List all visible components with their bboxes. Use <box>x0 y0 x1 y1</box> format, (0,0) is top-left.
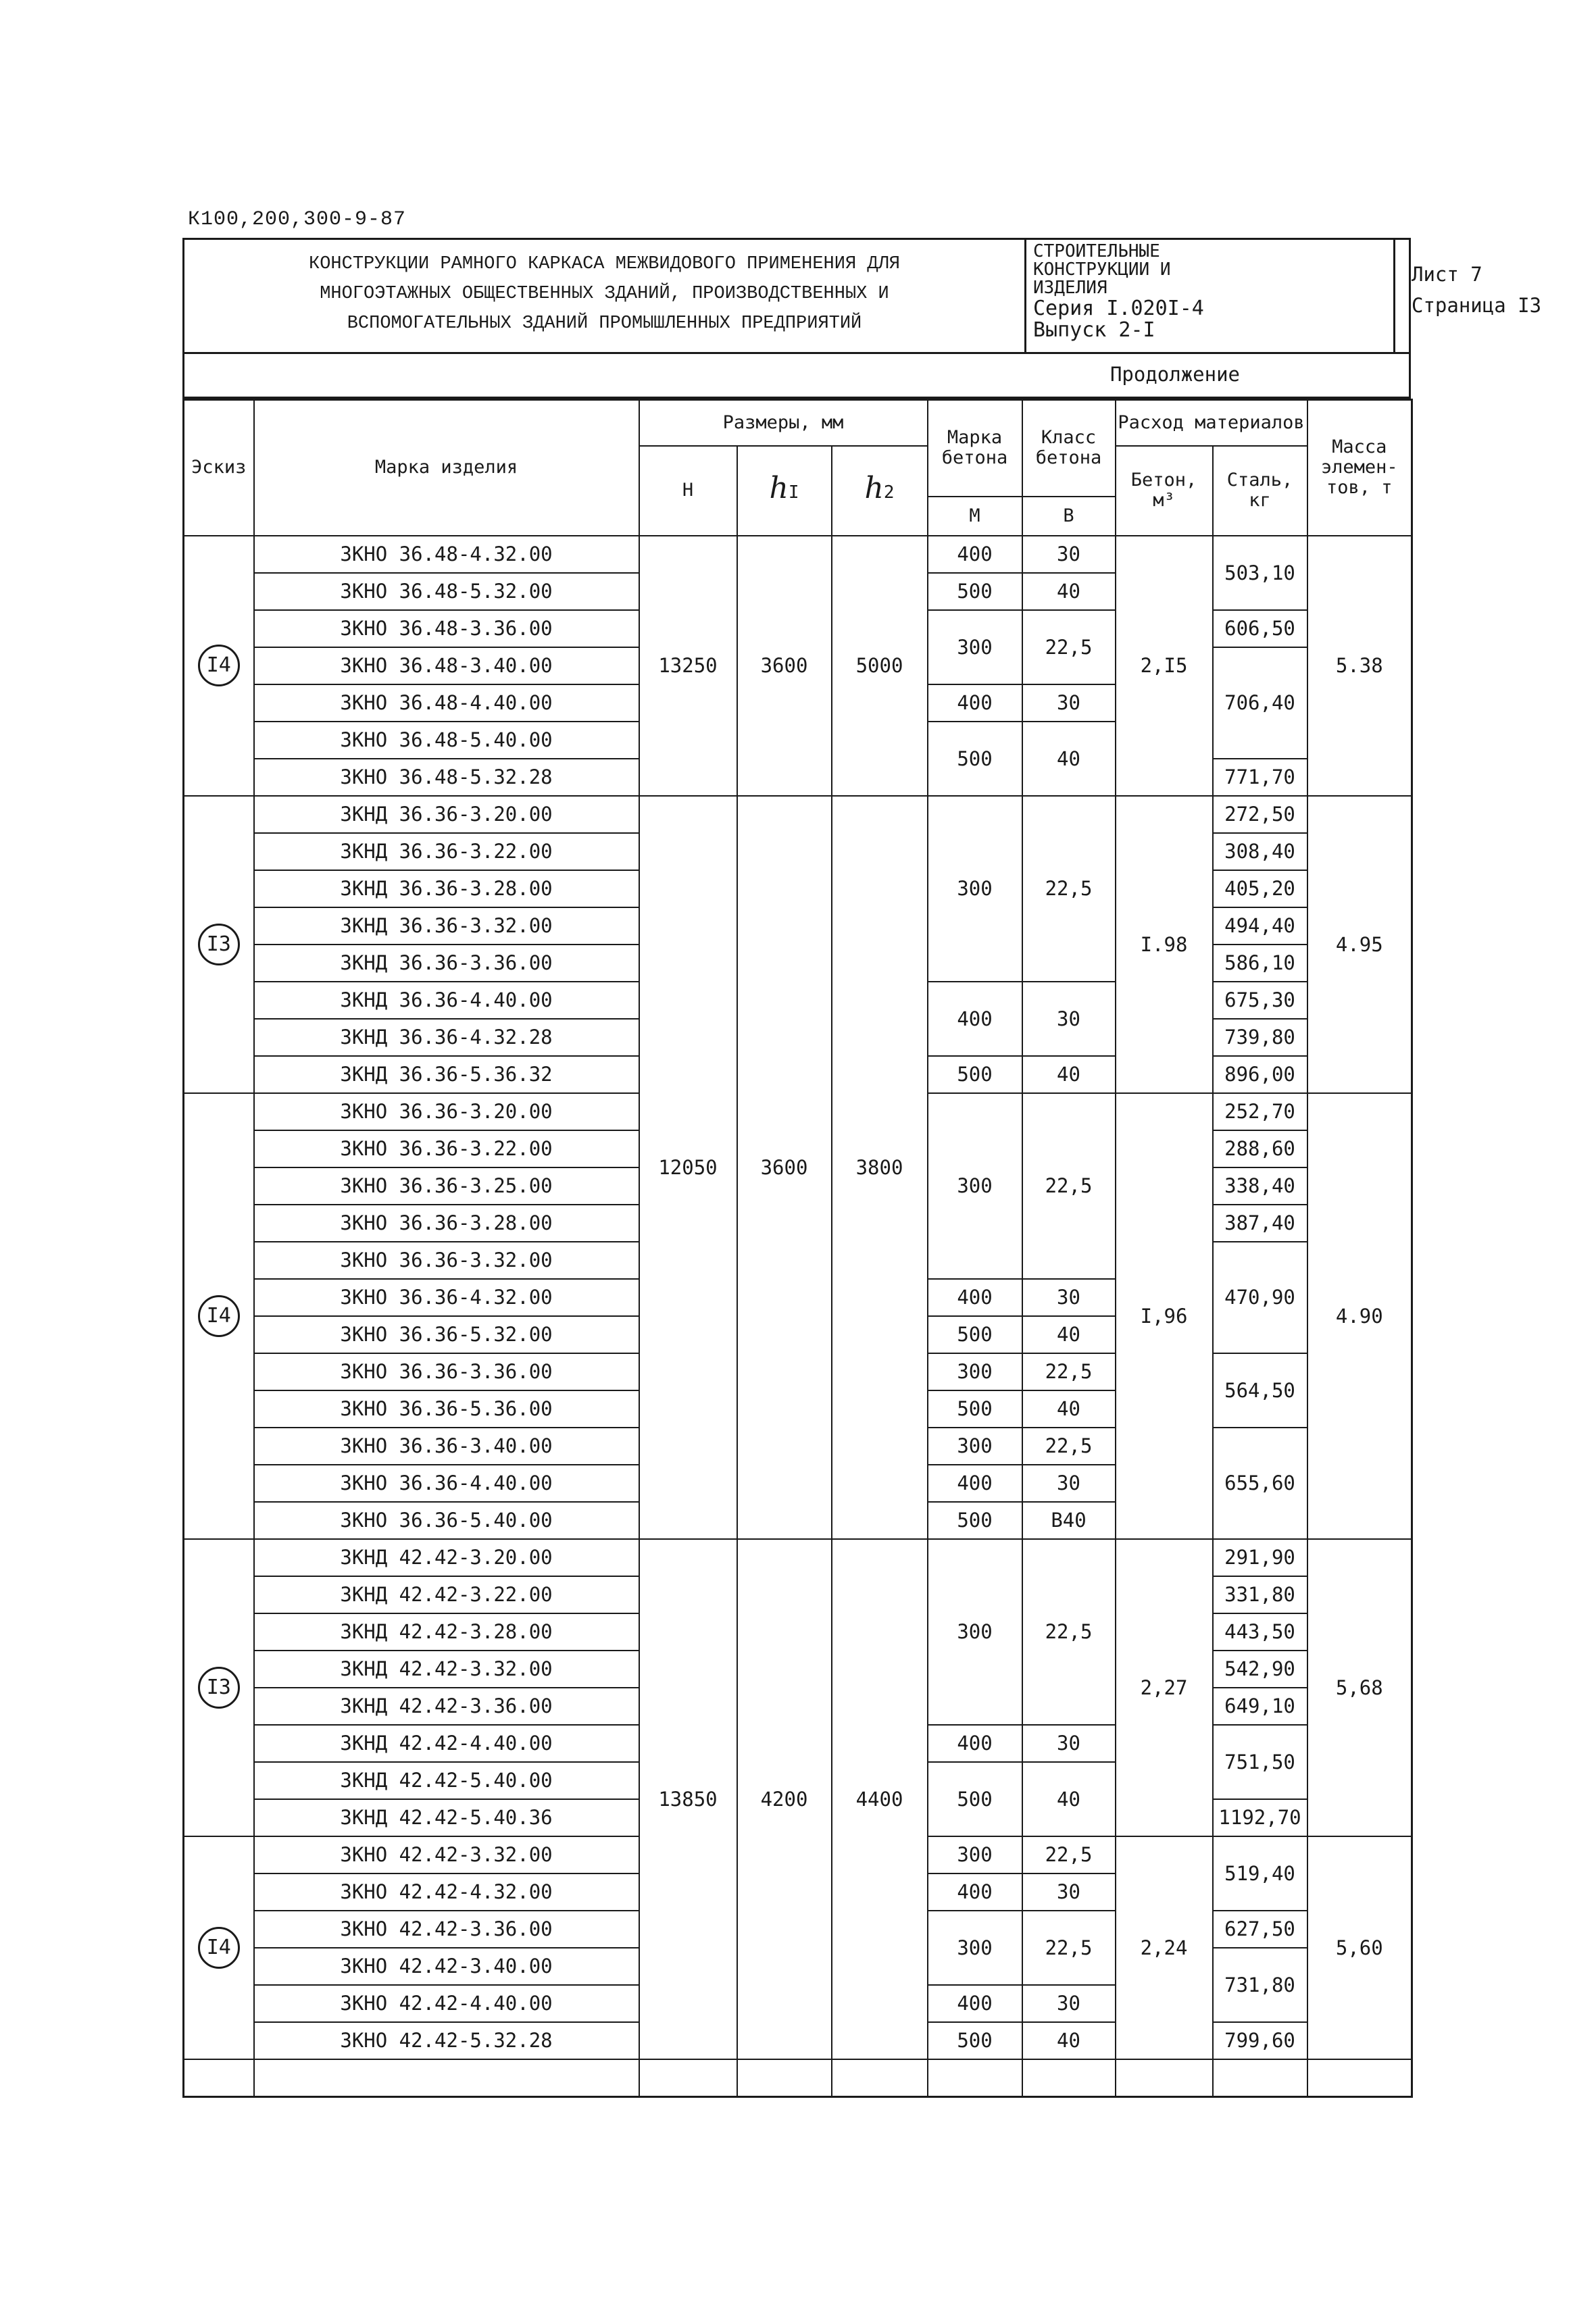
h2-cell: 3800 <box>832 796 928 1539</box>
concrete-grade-cell: 300 <box>928 796 1022 982</box>
concrete-grade-cell: 500 <box>928 1390 1022 1428</box>
mark-cell: ЗКНД 42.42-4.40.00 <box>254 1725 639 1762</box>
steel-cell: 1192,70 <box>1213 1799 1307 1836</box>
mark-cell: ЗКНО 36.36-5.36.00 <box>254 1390 639 1428</box>
concrete-class-cell: 30 <box>1022 1985 1116 2022</box>
concrete-grade-cell: 300 <box>928 610 1022 684</box>
empty-cell <box>1307 2059 1412 2097</box>
steel-cell: 606,50 <box>1213 610 1307 647</box>
steel-cell: 799,60 <box>1213 2022 1307 2059</box>
concrete-class-cell: 30 <box>1022 1873 1116 1911</box>
concrete-class-cell: 30 <box>1022 982 1116 1056</box>
col-h2 <box>832 446 928 536</box>
empty-cell <box>737 2059 832 2097</box>
mark-cell: ЗКНД 36.36-3.32.00 <box>254 907 639 945</box>
mark-cell: ЗКНО 36.36-5.40.00 <box>254 1502 639 1539</box>
concrete-grade-cell: 400 <box>928 1465 1022 1502</box>
concrete-class-cell: 22,5 <box>1022 1539 1116 1725</box>
steel-cell: 751,50 <box>1213 1725 1307 1799</box>
empty-cell <box>639 2059 737 2097</box>
sketch-cell <box>184 1093 254 1539</box>
table-row <box>184 1539 1412 1576</box>
mark-cell: ЗКНО 36.48-4.40.00 <box>254 684 639 722</box>
concrete-volume-cell: I.98 <box>1116 796 1213 1093</box>
mark-cell: ЗКНД 42.42-3.22.00 <box>254 1576 639 1613</box>
page-number: Страница I3 <box>1412 294 1542 317</box>
concrete-volume-cell: I,96 <box>1116 1093 1213 1539</box>
concrete-grade-cell: 400 <box>928 1873 1022 1911</box>
concrete-class-cell: 40 <box>1022 1316 1116 1353</box>
col-concrete-class-unit: В <box>1022 497 1116 536</box>
h2-subscript: 2 <box>883 482 895 503</box>
series-line: СТРОИТЕЛЬНЫЕ <box>1033 241 1160 261</box>
concrete-class-cell: 30 <box>1022 1725 1116 1762</box>
mark-cell: ЗКНО 36.48-3.40.00 <box>254 647 639 684</box>
concrete-class-cell: 40 <box>1022 1762 1116 1836</box>
series-line: ИЗДЕЛИЯ <box>1033 278 1107 298</box>
steel-cell: 252,70 <box>1213 1093 1307 1130</box>
concrete-class-cell: 22,5 <box>1022 1911 1116 1985</box>
h1-subscript: I <box>788 482 799 503</box>
steel-cell: 739,80 <box>1213 1019 1307 1056</box>
title-line: КОНСТРУКЦИИ РАМНОГО КАРКАСА МЕЖВИДОВОГО ПРИМЕНЕНИЯ ДЛЯ <box>309 254 900 274</box>
h1-cell: 4200 <box>737 1539 832 2059</box>
empty-cell <box>1116 2059 1213 2097</box>
concrete-class-cell: 22,5 <box>1022 1353 1116 1390</box>
steel-cell: 675,30 <box>1213 982 1307 1019</box>
steel-cell: 586,10 <box>1213 945 1307 982</box>
h2-symbol: h <box>864 471 884 505</box>
steel-cell: 443,50 <box>1213 1613 1307 1651</box>
concrete-volume-cell: 2,I5 <box>1116 536 1213 796</box>
col-mark: Марка изделия <box>254 400 639 536</box>
concrete-grade-cell: 300 <box>928 1911 1022 1985</box>
col-consumption: Расход материалов <box>1116 400 1307 446</box>
document-title <box>184 240 1026 352</box>
series-line: Выпуск 2-I <box>1033 318 1155 342</box>
mark-cell: ЗКНО 36.48-5.32.00 <box>254 573 639 610</box>
steel-cell: 655,60 <box>1213 1428 1307 1539</box>
mark-cell: ЗКНД 36.36-3.20.00 <box>254 796 639 833</box>
mark-cell: ЗКНО 36.48-3.36.00 <box>254 610 639 647</box>
h1-symbol: h <box>769 471 789 505</box>
mark-cell: ЗКНО 42.42-3.32.00 <box>254 1836 639 1873</box>
mark-cell: ЗКНО 42.42-5.32.28 <box>254 2022 639 2059</box>
mark-cell: ЗКНД 42.42-3.28.00 <box>254 1613 639 1651</box>
concrete-class-cell: 30 <box>1022 536 1116 573</box>
sketch-number: I4 <box>198 645 240 686</box>
col-concrete-class: Класс бетона <box>1022 400 1116 497</box>
mark-cell: ЗКНО 36.48-5.32.28 <box>254 759 639 796</box>
mark-cell: ЗКНО 36.48-5.40.00 <box>254 722 639 759</box>
sketch-cell <box>184 1836 254 2059</box>
continuation-label: Продолжение <box>182 354 1411 399</box>
series-line: Серия I.020I-4 <box>1033 297 1204 320</box>
mass-cell: 5,68 <box>1307 1539 1412 1836</box>
mark-cell: ЗКНО 36.36-3.25.00 <box>254 1167 639 1205</box>
mark-cell: ЗКНО 36.36-3.32.00 <box>254 1242 639 1279</box>
mark-cell: ЗКНД 36.36-5.36.32 <box>254 1056 639 1093</box>
mark-cell: ЗКНД 36.36-4.32.28 <box>254 1019 639 1056</box>
mark-cell: ЗКНД 42.42-5.40.00 <box>254 1762 639 1799</box>
concrete-class-cell: 40 <box>1022 722 1116 796</box>
sketch-cell <box>184 1539 254 1836</box>
concrete-class-cell: 40 <box>1022 1056 1116 1093</box>
steel-cell: 308,40 <box>1213 833 1307 870</box>
title-line: МНОГОЭТАЖНЫХ ОБЩЕСТВЕННЫХ ЗДАНИЙ, ПРОИЗВОДСТВЕННЫХ И <box>320 284 889 304</box>
concrete-grade-cell: 500 <box>928 1762 1022 1836</box>
mark-cell: ЗКНО 42.42-4.40.00 <box>254 1985 639 2022</box>
col-sizes: Размеры, мм <box>639 400 928 446</box>
mark-cell: ЗКНД 42.42-3.32.00 <box>254 1651 639 1688</box>
concrete-class-cell: 30 <box>1022 684 1116 722</box>
steel-cell: 494,40 <box>1213 907 1307 945</box>
steel-cell: 731,80 <box>1213 1948 1307 2022</box>
concrete-grade-cell: 500 <box>928 573 1022 610</box>
concrete-volume-cell: 2,27 <box>1116 1539 1213 1836</box>
concrete-class-cell: 40 <box>1022 2022 1116 2059</box>
col-concrete-grade-unit: М <box>928 497 1022 536</box>
sheet-number: Лист 7 <box>1412 263 1482 286</box>
concrete-grade-cell: 500 <box>928 722 1022 796</box>
concrete-class-cell: В40 <box>1022 1502 1116 1539</box>
concrete-class-cell: 40 <box>1022 573 1116 610</box>
mark-cell: ЗКНО 36.36-3.40.00 <box>254 1428 639 1465</box>
mark-cell: ЗКНО 36.36-3.20.00 <box>254 1093 639 1130</box>
mark-cell: ЗКНО 36.36-4.32.00 <box>254 1279 639 1316</box>
steel-cell: 627,50 <box>1213 1911 1307 1948</box>
concrete-class-cell: 40 <box>1022 1390 1116 1428</box>
concrete-class-cell: 30 <box>1022 1279 1116 1316</box>
empty-cell <box>254 2059 639 2097</box>
concrete-grade-cell: 300 <box>928 1353 1022 1390</box>
H-cell: 13850 <box>639 1539 737 2059</box>
title-line: ВСПОМОГАТЕЛЬНЫХ ЗДАНИЙ ПРОМЫШЛЕННЫХ ПРЕДПРИЯТИЙ <box>347 313 862 334</box>
mass-cell: 5,60 <box>1307 1836 1412 2059</box>
mark-cell: ЗКНД 42.42-5.40.36 <box>254 1799 639 1836</box>
mass-cell: 4.95 <box>1307 796 1412 1093</box>
series-block <box>1026 240 1395 352</box>
mark-cell: ЗКНД 36.36-3.22.00 <box>254 833 639 870</box>
h1-cell: 3600 <box>737 796 832 1539</box>
mark-cell: ЗКНО 36.36-4.40.00 <box>254 1465 639 1502</box>
mark-cell: ЗКНД 36.36-3.36.00 <box>254 945 639 982</box>
mark-cell: ЗКНО 42.42-3.40.00 <box>254 1948 639 1985</box>
h2-cell: 5000 <box>832 536 928 796</box>
steel-cell: 288,60 <box>1213 1130 1307 1167</box>
sketch-number: I3 <box>198 924 240 965</box>
steel-cell: 649,10 <box>1213 1688 1307 1725</box>
concrete-grade-cell: 500 <box>928 1316 1022 1353</box>
steel-cell: 542,90 <box>1213 1651 1307 1688</box>
steel-cell: 405,20 <box>1213 870 1307 907</box>
sketch-cell <box>184 536 254 796</box>
col-steel: Сталь, кг <box>1213 446 1307 536</box>
mark-cell: ЗКНО 42.42-4.32.00 <box>254 1873 639 1911</box>
mass-cell: 4.90 <box>1307 1093 1412 1539</box>
title-block <box>182 238 1542 354</box>
steel-cell: 564,50 <box>1213 1353 1307 1428</box>
mark-cell: ЗКНД 42.42-3.36.00 <box>254 1688 639 1725</box>
col-concrete-vol: Бетон, м³ <box>1116 446 1213 536</box>
steel-cell: 771,70 <box>1213 759 1307 796</box>
mark-cell: ЗКНД 36.36-3.28.00 <box>254 870 639 907</box>
steel-cell: 272,50 <box>1213 796 1307 833</box>
concrete-grade-cell: 300 <box>928 1539 1022 1725</box>
col-mass: Масса элемен-тов, т <box>1307 400 1412 536</box>
mark-cell: ЗКНД 36.36-4.40.00 <box>254 982 639 1019</box>
empty-cell <box>1213 2059 1307 2097</box>
concrete-class-cell: 22,5 <box>1022 796 1116 982</box>
empty-cell <box>928 2059 1022 2097</box>
concrete-grade-cell: 500 <box>928 1502 1022 1539</box>
mass-cell: 5.38 <box>1307 536 1412 796</box>
empty-cell <box>1022 2059 1116 2097</box>
table-row-empty <box>184 2059 1412 2097</box>
H-cell: 12050 <box>639 796 737 1539</box>
steel-cell: 503,10 <box>1213 536 1307 610</box>
concrete-class-cell: 22,5 <box>1022 1836 1116 1873</box>
sketch-number: I4 <box>198 1927 240 1969</box>
mark-cell: ЗКНО 36.48-4.32.00 <box>254 536 639 573</box>
steel-cell: 291,90 <box>1213 1539 1307 1576</box>
sketch-number: I4 <box>198 1295 240 1337</box>
h1-cell: 3600 <box>737 536 832 796</box>
concrete-volume-cell: 2,24 <box>1116 1836 1213 2059</box>
col-concrete-grade: Марка бетона <box>928 400 1022 497</box>
table-row <box>184 536 1412 573</box>
steel-cell: 706,40 <box>1213 647 1307 759</box>
steel-cell: 338,40 <box>1213 1167 1307 1205</box>
mark-cell: ЗКНО 36.36-3.28.00 <box>254 1205 639 1242</box>
concrete-grade-cell: 500 <box>928 2022 1022 2059</box>
concrete-grade-cell: 400 <box>928 1985 1022 2022</box>
mark-cell: ЗКНО 36.36-3.22.00 <box>254 1130 639 1167</box>
concrete-class-cell: 22,5 <box>1022 610 1116 684</box>
concrete-grade-cell: 300 <box>928 1428 1022 1465</box>
concrete-grade-cell: 500 <box>928 1056 1022 1093</box>
concrete-grade-cell: 300 <box>928 1836 1022 1873</box>
col-sketch: Эскиз <box>184 400 254 536</box>
concrete-class-cell: 22,5 <box>1022 1428 1116 1465</box>
concrete-grade-cell: 400 <box>928 1725 1022 1762</box>
series-line: КОНСТРУКЦИИ И <box>1033 259 1171 280</box>
col-h1 <box>737 446 832 536</box>
concrete-class-cell: 30 <box>1022 1465 1116 1502</box>
steel-cell: 331,80 <box>1213 1576 1307 1613</box>
empty-cell <box>832 2059 928 2097</box>
document-code: К100,200,300-9-87 <box>188 208 407 231</box>
concrete-grade-cell: 400 <box>928 536 1022 573</box>
concrete-class-cell: 22,5 <box>1022 1093 1116 1279</box>
mark-cell: ЗКНО 36.36-3.36.00 <box>254 1353 639 1390</box>
steel-cell: 387,40 <box>1213 1205 1307 1242</box>
sketch-cell <box>184 796 254 1093</box>
empty-cell <box>184 2059 254 2097</box>
sketch-number: I3 <box>198 1667 240 1709</box>
mark-cell: ЗКНД 42.42-3.20.00 <box>254 1539 639 1576</box>
steel-cell: 896,00 <box>1213 1056 1307 1093</box>
H-cell: 13250 <box>639 536 737 796</box>
concrete-grade-cell: 400 <box>928 1279 1022 1316</box>
concrete-grade-cell: 300 <box>928 1093 1022 1279</box>
h2-cell: 4400 <box>832 1539 928 2059</box>
product-table <box>182 399 1413 2098</box>
steel-cell: 519,40 <box>1213 1836 1307 1911</box>
concrete-grade-cell: 400 <box>928 982 1022 1056</box>
mark-cell: ЗКНО 36.36-5.32.00 <box>254 1316 639 1353</box>
col-H: Н <box>639 446 737 536</box>
concrete-grade-cell: 400 <box>928 684 1022 722</box>
table-row <box>184 796 1412 833</box>
steel-cell: 470,90 <box>1213 1242 1307 1353</box>
mark-cell: ЗКНО 42.42-3.36.00 <box>254 1911 639 1948</box>
sheet-block <box>1395 240 1585 352</box>
